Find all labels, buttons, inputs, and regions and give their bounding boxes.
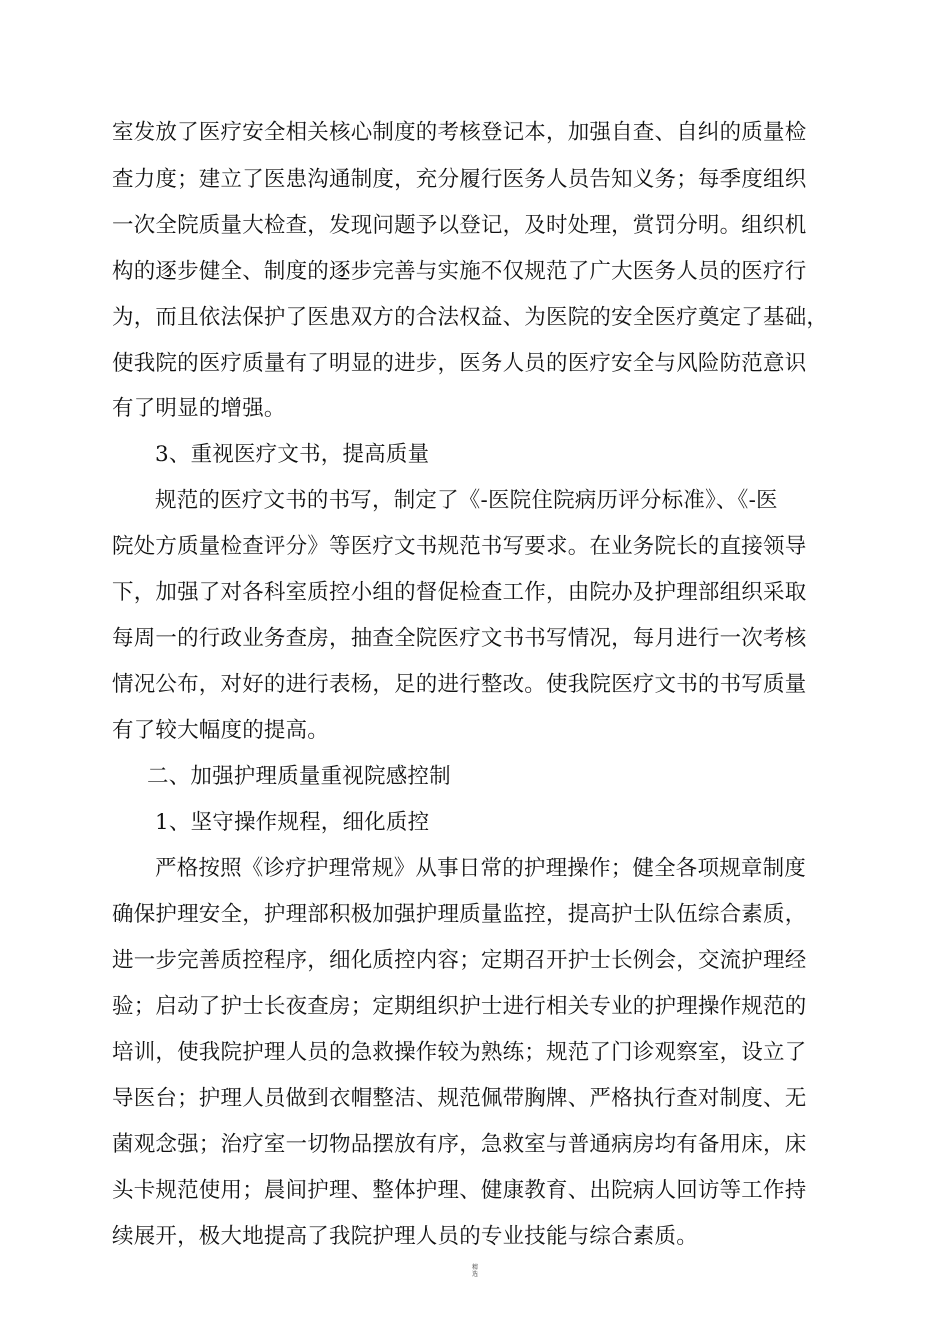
body-text-line: 查力度；建立了医患沟通制度，充分履行医务人员告知义务；每季度组织	[112, 167, 807, 192]
footer-char: 精	[471, 1264, 478, 1271]
body-text-line: 导医台；护理人员做到衣帽整洁、规范佩带胸牌、严格执行查对制度、无	[112, 1086, 807, 1111]
body-text-line: 有了明显的增强。	[112, 396, 286, 421]
body-text-line: 每周一的行政业务查房，抽查全院医疗文书书写情况，每月进行一次考核	[112, 626, 807, 651]
body-text-line: 规范的医疗文书的书写，制定了《-医院住院病历评分标准》、《-医	[155, 488, 778, 513]
body-text-line: 头卡规范使用；晨间护理、整体护理、健康教育、出院病人回访等工作持	[112, 1178, 807, 1203]
body-text-line: 确保护理安全，护理部积极加强护理质量监控，提高护士队伍综合素质，	[112, 902, 807, 927]
subsection-heading: 1、坚守操作规程，细化质控	[155, 810, 430, 835]
body-text-line: 一次全院质量大检查，发现问题予以登记，及时处理，赏罚分明。组织机	[112, 213, 807, 238]
body-text-line: 室发放了医疗安全相关核心制度的考核登记本，加强自查、自纠的质量检	[112, 120, 807, 145]
section-heading: 二、加强护理质量重视院感控制	[147, 764, 451, 789]
body-text-line: 下，加强了对各科室质控小组的督促检查工作，由院办及护理部组织采取	[112, 580, 807, 605]
body-text-line: 使我院的医疗质量有了明显的进步，医务人员的医疗安全与风险防范意识	[112, 351, 807, 376]
body-text-line: 续展开，极大地提高了我院护理人员的专业技能与综合素质。	[112, 1224, 698, 1249]
body-text-line: 培训，使我院护理人员的急救操作较为熟练；规范了门诊观察室，设立了	[112, 1040, 807, 1065]
page-footer	[0, 1264, 950, 1278]
body-text-line: 验；启动了护士长夜查房；定期组织护士进行相关专业的护理操作规范的	[112, 994, 807, 1019]
body-text-line: 菌观念强；治疗室一切物品摆放有序，急救室与普通病房均有备用床，床	[112, 1132, 807, 1157]
footer-char: 选	[471, 1271, 478, 1278]
body-text-line: 情况公布，对好的进行表杨，足的进行整改。使我院医疗文书的书写质量	[112, 672, 807, 697]
section-heading: 3、重视医疗文书，提高质量	[155, 442, 430, 467]
body-text-line: 有了较大幅度的提高。	[112, 718, 330, 743]
body-text-line: 院处方质量检查评分》等医疗文书规范书写要求。在业务院长的直接领导	[112, 534, 807, 559]
body-text-line: 为，而且依法保护了医患双方的合法权益、为医院的安全医疗奠定了基础，	[112, 305, 829, 330]
body-text-line: 严格按照《诊疗护理常规》从事日常的护理操作；健全各项规章制度	[155, 856, 807, 881]
body-text-line: 构的逐步健全、制度的逐步完善与实施不仅规范了广大医务人员的医疗行	[112, 259, 807, 284]
body-text-line: 进一步完善质控程序，细化质控内容；定期召开护士长例会，交流护理经	[112, 948, 807, 973]
